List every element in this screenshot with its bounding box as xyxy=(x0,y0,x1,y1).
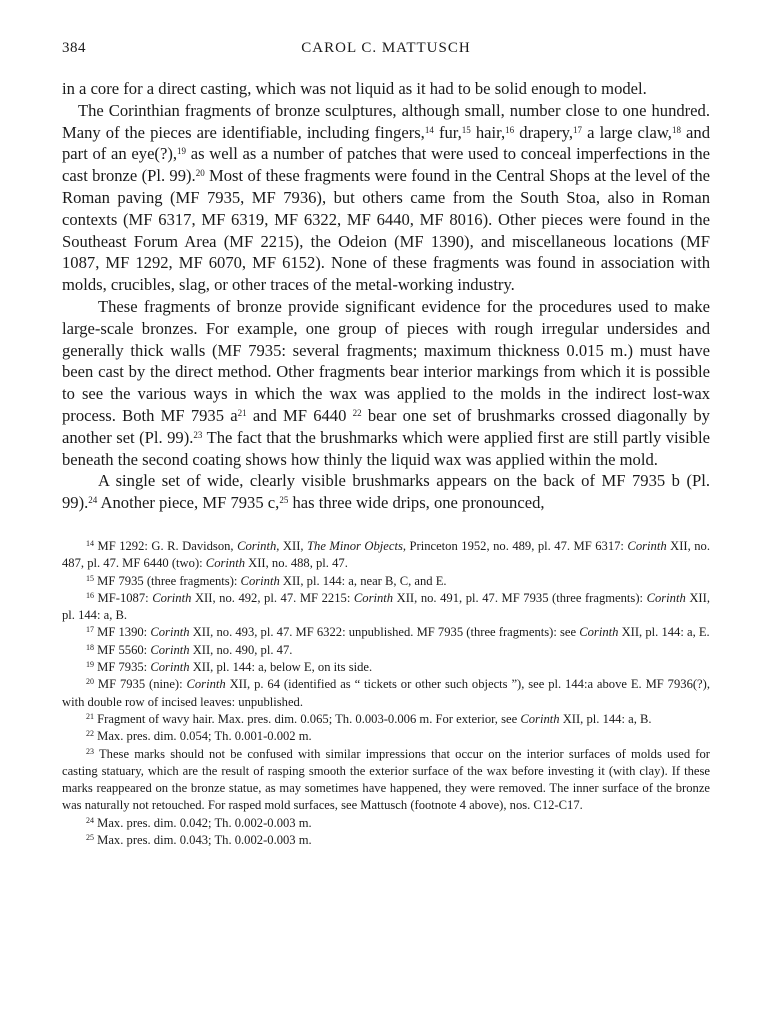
footnote-22 xyxy=(62,728,710,745)
footnote-italic: Corinth xyxy=(150,642,190,657)
footnote-text: XII, no. 492, pl. 47. MF 2215: xyxy=(191,590,354,605)
footnote-italic: Corinth xyxy=(646,590,686,605)
footnote-italic: Corinth xyxy=(186,677,226,692)
footnote-ref: 19 xyxy=(177,146,186,157)
text-run: fur, xyxy=(433,122,462,142)
footnote-ref: 15 xyxy=(461,124,471,135)
footnote-20 xyxy=(62,676,710,711)
text-run: The fact that the brushmarks which were applied first are still partly visible beneath the second coating shows how thinly the liquid wax was applied within the mold. xyxy=(62,427,710,469)
footnote-number: 18 xyxy=(86,642,94,652)
footnote-text: XII, no. 491, pl. 47. MF 7935 (three fragments): xyxy=(393,590,647,605)
footnote-number: 22 xyxy=(86,729,94,739)
footnote-text: Fragment of wavy hair. Max. pres. dim. 0.065; Th. 0.003-0.006 m. For exterior, see xyxy=(94,711,521,726)
footnote-text: XII, no. 490, pl. 47. xyxy=(189,642,293,657)
paragraph-2 xyxy=(62,100,710,296)
footnote-italic: Corinth, xyxy=(237,538,280,553)
footnote-text: MF 1390: xyxy=(94,625,151,640)
footnote-text: MF 7935: xyxy=(94,660,151,675)
page-number: 384 xyxy=(62,40,86,56)
footnote-18 xyxy=(62,642,710,659)
paragraph-1: in a core for a direct casting, which was not liquid as it had to be solid enough to model. xyxy=(62,79,647,98)
footnote-text: XII, pl. 144: a, E. xyxy=(618,625,710,640)
footnote-italic: Corinth xyxy=(240,573,280,588)
footnote-ref: 24 xyxy=(88,495,98,506)
footnote-ref: 20 xyxy=(195,168,205,179)
footnote-text: XII, pl. 144: a, B. xyxy=(559,711,652,726)
footnote-ref: 18 xyxy=(671,124,681,135)
text-run: These fragments of bronze provide significant evidence for the procedures used to make large-scale bronzes. For example, one group of pieces with rough irregular undersides and generally thick walls (MF 7935: several fragments; maximum thickness 0.015 m.) must have been cast by the direct method. Other fragments bear interior markings from which it is possible to see the various ways in which the wax was applied to the molds in the indirect lost-wax process. Both MF 7935 a xyxy=(62,296,710,425)
footnote-text: XII, no. 488, pl. 47. xyxy=(245,556,348,571)
footnote-text: Max. pres. dim. 0.054; Th. 0.001-0.002 m. xyxy=(94,729,312,744)
footnote-italic: Corinth xyxy=(152,590,192,605)
footnote-italic: Corinth xyxy=(520,711,560,726)
footnote-text: XII, pl. 144: a, near B, C, and E. xyxy=(279,573,447,588)
footnote-italic: Corinth xyxy=(150,660,190,675)
text-run: and part of an eye(?), xyxy=(62,122,710,164)
footnote-ref: 21 xyxy=(237,407,247,418)
text-run: and MF 6440 xyxy=(246,405,353,425)
text-run: A single set of wide, clearly visible brushmarks appears on the back of MF 7935 b (Pl. 99). xyxy=(62,471,710,513)
footnote-number: 16 xyxy=(86,590,94,600)
footnote-text: MF 1292: G. R. Davidson, xyxy=(94,538,238,553)
footnote-21 xyxy=(62,711,710,728)
footnote-italic: Corinth xyxy=(353,590,394,605)
footnote-number: 24 xyxy=(86,815,94,825)
footnote-16 xyxy=(62,590,710,625)
footnote-ref: 16 xyxy=(505,124,515,135)
text-run: a large claw, xyxy=(582,122,672,142)
footnote-ref: 14 xyxy=(424,124,434,135)
footnote-number: 21 xyxy=(86,711,94,721)
footnote-text: XII, no. 493, pl. 47. MF 6322: unpublished. MF 7935 (three fragments): see xyxy=(189,625,580,640)
footnote-number: 14 xyxy=(86,538,94,548)
footnote-text: Max. pres. dim. 0.043; Th. 0.002-0.003 m. xyxy=(94,832,312,847)
text-run: Most of these fragments were found in the Central Shops at the level of the Roman paving (MF 7935, MF 7936), but others came from the South Stoa, also in Roman contexts (MF 6317, MF 6319, MF 6322, MF 6440, MF 8016). Other pieces were found in the Southeast Forum Area (MF 2215), the Odeion (MF 1390), and miscellaneous locations (MF 1087, MF 1292, MF 6070, MF 6152). None of these fragments was found in association with molds, crucibles, slag, or other traces of the metal-working industry. xyxy=(62,166,710,295)
paragraph-3 xyxy=(62,296,710,470)
text-run: hair, xyxy=(470,122,506,142)
footnote-ref: 25 xyxy=(279,495,289,506)
footnote-text: These marks should not be confused with similar impressions that occur on the interior surfaces of molds used for casting statuary, which are the result of rasping smooth the exterior surface of the wax before investing it (with clay). If these marks reappeared on the bronze statue, as may sometimes have happened, they were removed. The inner surface of the bronze was naturally not retouched. For rasped mold surfaces, see Mattusch (footnote 4 above), nos. C12-C17. xyxy=(62,746,710,813)
footnote-italic: Corinth xyxy=(150,625,190,640)
text-run: bear one set of brushmarks crossed diagonally by another set (Pl. 99). xyxy=(62,405,710,447)
footnote-19 xyxy=(62,659,710,676)
footnote-23 xyxy=(62,746,710,815)
footnote-text: MF 7935 (three fragments): xyxy=(94,573,241,588)
paragraph-4 xyxy=(62,470,710,514)
footnote-text: XII, no. 487, pl. 47. MF 6440 (two): xyxy=(62,538,710,571)
footnote-25 xyxy=(62,832,710,849)
footnote-14 xyxy=(62,538,710,573)
footnote-text: XII, pl. 144: a, B. xyxy=(62,590,710,623)
footnote-17 xyxy=(62,624,710,641)
page-header xyxy=(62,40,710,62)
text-run: as well as a number of patches that were used to conceal imperfections in the cast bronze (Pl. 99). xyxy=(62,144,710,186)
footnote-number: 17 xyxy=(86,625,94,635)
footnote-number: 23 xyxy=(86,746,94,756)
text-run: drapery, xyxy=(514,122,574,142)
footnote-number: 19 xyxy=(86,660,94,670)
footnote-text: Max. pres. dim. 0.042; Th. 0.002-0.003 m. xyxy=(94,815,312,830)
running-title: CAROL C. MATTUSCH xyxy=(301,40,471,56)
footnote-italic: Corinth xyxy=(205,556,245,571)
footnote-italic: Corinth xyxy=(627,538,667,553)
footnote-text: MF 7935 (nine): xyxy=(94,677,187,692)
footnote-ref: 23 xyxy=(193,429,203,440)
text-run: has three wide drips, one pronounced, xyxy=(288,493,545,513)
footnote-italic: The Minor Objects, xyxy=(307,538,407,553)
footnote-italic: Corinth xyxy=(579,625,619,640)
footnote-ref: 17 xyxy=(573,124,583,135)
footnote-text: XII, p. 64 (identified as “ tickets or other such objects ”), see pl. 144:a above E. MF 7936(?), with double row of incised leaves: unpublished. xyxy=(62,677,710,709)
text-run: The Corinthian fragments of bronze sculptures, although small, number close to one hundred. Many of the pieces are identifiable, including fingers, xyxy=(62,100,710,142)
body-text xyxy=(62,78,710,514)
footnote-text: Princeton 1952, no. 489, pl. 47. MF 6317: xyxy=(406,538,628,553)
footnote-15 xyxy=(62,573,710,590)
footnote-text: XII, pl. 144: a, below E, on its side. xyxy=(189,660,373,675)
text-run: Another piece, MF 7935 c, xyxy=(97,493,280,513)
footnote-number: 25 xyxy=(86,832,94,842)
footnote-number: 20 xyxy=(86,677,94,687)
footnote-ref: 22 xyxy=(352,407,362,418)
footnotes xyxy=(62,538,710,849)
footnote-text: MF-1087: xyxy=(94,590,153,605)
page xyxy=(62,40,710,849)
footnote-text: MF 5560: xyxy=(94,642,151,657)
footnote-text: XII, xyxy=(279,538,308,553)
footnote-number: 15 xyxy=(86,573,94,583)
footnote-24 xyxy=(62,815,710,832)
